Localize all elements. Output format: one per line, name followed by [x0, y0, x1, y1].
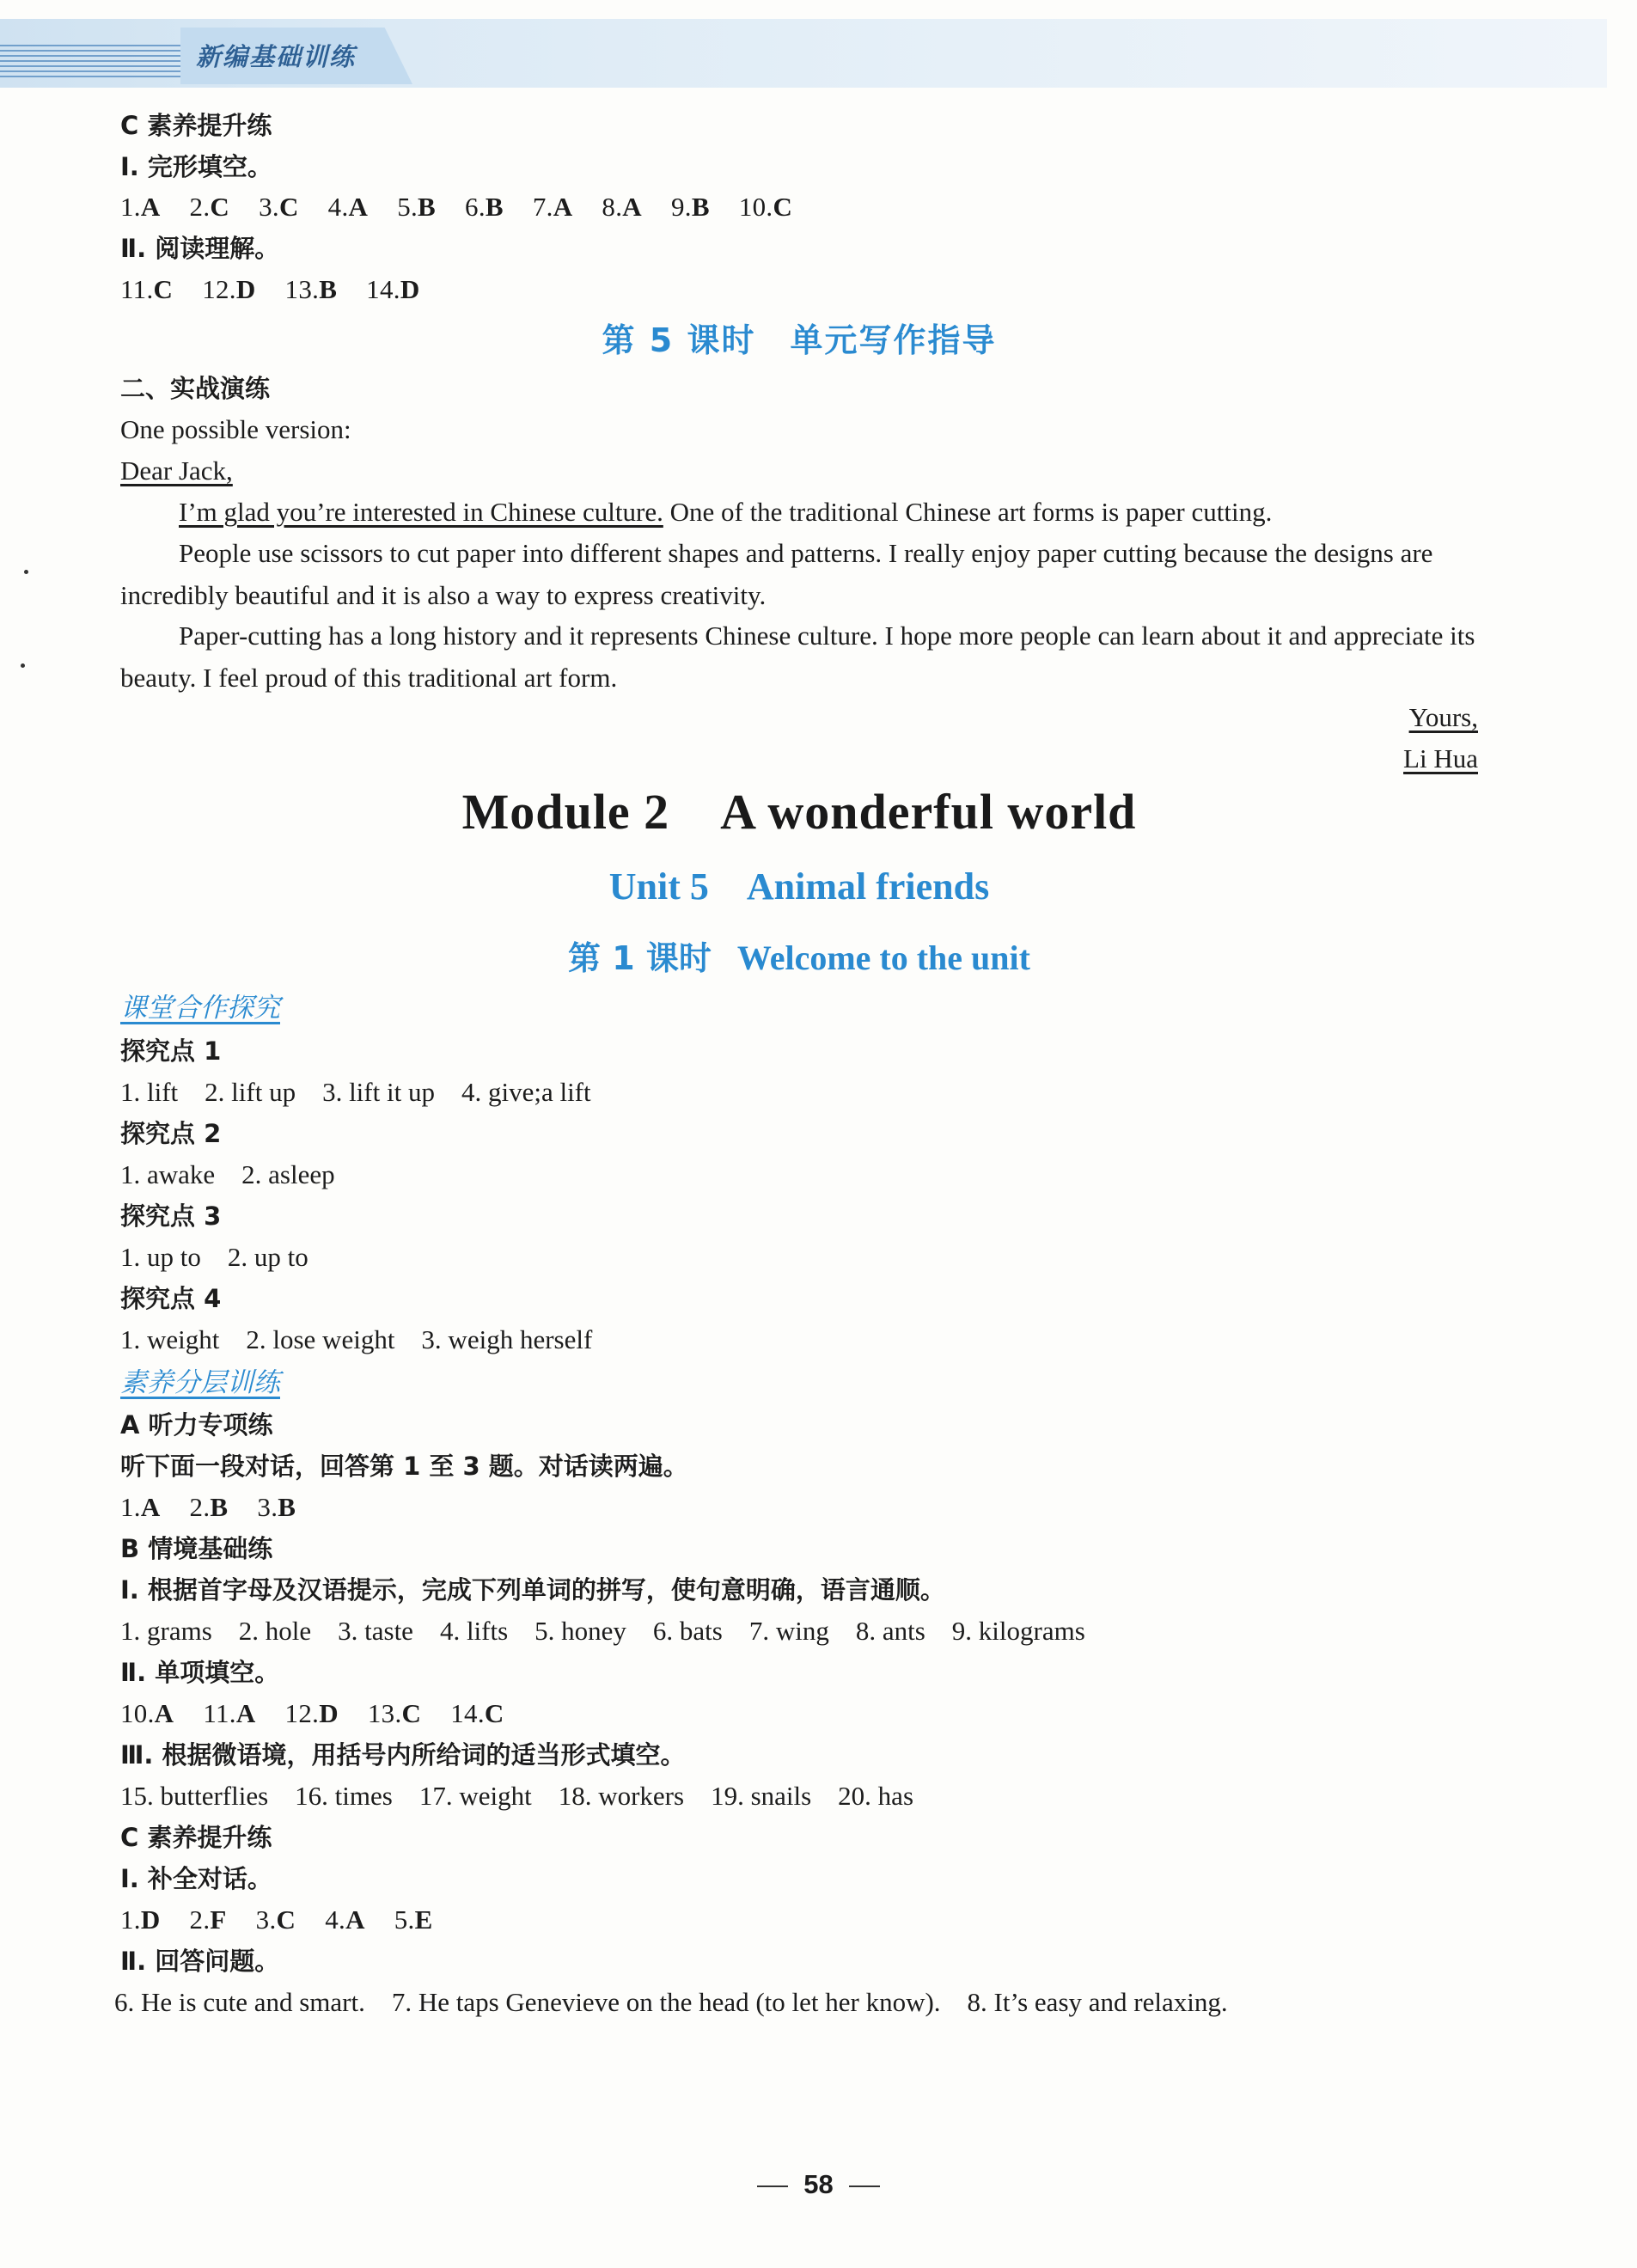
listening-instruction: 听下面一段对话，回答第 1 至 3 题。对话读两遍。 [120, 1452, 688, 1481]
listening-title: A 听力专项练 [120, 1410, 273, 1440]
letter-paragraph-2: People use scissors to cut paper into different shapes and patterns. I really enjoy paper cutting because the designs are incredibly beautiful and it is also a way to express creativity. [120, 538, 1433, 610]
letter-greeting: Dear Jack, [120, 455, 233, 486]
module-title: Module 2 A wonderful world [461, 784, 1137, 840]
lesson5-title: 第 5 课时 单元写作指导 [602, 321, 997, 359]
dialogue-answers: 1.D 2.F 3.C 4.A 5.E [120, 1904, 433, 1935]
letter-signature: Li Hua [1403, 743, 1478, 773]
header-stripes [0, 45, 180, 79]
spelling-instruction: Ⅰ. 根据首字母及汉语提示，完成下列单词的拼写，使句意明确，语言通顺。 [120, 1575, 945, 1605]
dialogue-instruction: Ⅰ. 补全对话。 [120, 1864, 272, 1893]
advanced-title: C 素养提升练 [120, 1823, 272, 1852]
reading-instruction: Ⅱ. 阅读理解。 [120, 234, 280, 263]
explore-point-1-title: 探究点 1 [120, 1036, 222, 1066]
page-number: 58 [0, 2169, 1637, 2200]
explore-point-2-answers: 1. awake 2. asleep [120, 1159, 335, 1189]
questions-instruction: Ⅱ. 回答问题。 [120, 1947, 280, 1976]
spelling-answers: 1. grams 2. hole 3. taste 4. lifts 5. honey 6. bats 7. wing 8. ants 9. kilograms [120, 1616, 1085, 1646]
cloze-answers: 1.A 2.C 3.C 4.A 5.B 6.B 7.A 8.A 9.B 10.C [120, 192, 793, 222]
cloze-instruction: Ⅰ. 完形填空。 [120, 152, 272, 181]
explore-point-1-answers: 1. lift 2. lift up 3. lift it up 4. give;a lift [120, 1077, 591, 1107]
letter-paragraph-3: Paper-cutting has a long history and it represents Chinese culture. I hope more people can learn about it and appreciate its beauty. I feel proud of this traditional art form. [120, 620, 1475, 693]
letter-paragraph-1: I’m glad you’re interested in Chinese culture. One of the traditional Chinese art forms is paper cutting. [179, 497, 1273, 527]
explore-point-4-title: 探究点 4 [120, 1284, 222, 1313]
letter-closing: Yours, [1408, 702, 1478, 732]
possible-version: One possible version: [120, 414, 351, 444]
word-form-instruction: Ⅲ. 根据微语境，用括号内所给词的适当形式填空。 [120, 1740, 686, 1770]
questions-answers: 6. He is cute and smart. 7. He taps Genevieve on the head (to let her know). 8. It’s easy and relaxing. [114, 1987, 1228, 2017]
basic-title: B 情境基础练 [120, 1534, 273, 1563]
reading-answers: 11.C 12.D 13.B 14.D [120, 274, 420, 304]
margin-mark [24, 570, 28, 574]
section-c-title: C 素养提升练 [120, 111, 272, 140]
listening-answers: 1.A 2.B 3.B [120, 1492, 296, 1522]
word-form-answers: 15. butterflies 16. times 17. weight 18. workers 19. snails 20. has [120, 1781, 914, 1811]
margin-mark [21, 663, 25, 668]
practice-subtitle: 二、实战演练 [120, 374, 271, 403]
single-choice-answers: 10.A 11.A 12.D 13.C 14.C [120, 1698, 504, 1728]
unit-title: Unit 5 Animal friends [608, 865, 990, 908]
explore-point-3-answers: 1. up to 2. up to [120, 1242, 308, 1272]
explore-heading: 课堂合作探究 [120, 993, 280, 1024]
header-title: 新编基础训练 [196, 42, 357, 71]
explore-point-4-answers: 1. weight 2. lose weight 3. weigh herself [120, 1324, 593, 1354]
lesson1-title: 第 1 课时 Welcome to the unit [568, 938, 1030, 977]
single-choice-instruction: Ⅱ. 单项填空。 [120, 1658, 280, 1687]
training-heading: 素养分层训练 [120, 1367, 280, 1398]
explore-point-2-title: 探究点 2 [120, 1119, 222, 1148]
explore-point-3-title: 探究点 3 [120, 1201, 222, 1231]
